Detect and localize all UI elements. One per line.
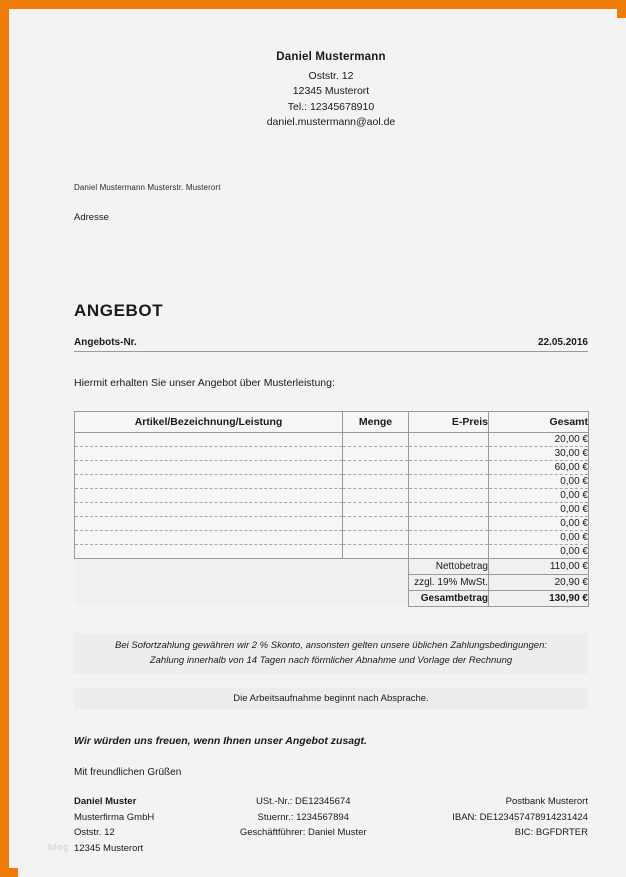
footer-vat-number: USt.-Nr.: DE12345674 — [255, 796, 351, 807]
footer-bic: BIC: BGFDRTER — [514, 827, 588, 838]
item-unit-price — [409, 530, 489, 544]
watermark: blog — [48, 842, 69, 852]
table-row — [75, 544, 589, 558]
table-header-row — [75, 411, 589, 432]
table-row — [75, 460, 589, 474]
item-unit-price — [409, 474, 489, 488]
column-header-total: Gesamt — [489, 411, 589, 432]
closing-statement: Wir würden uns freuen, wenn Ihnen unser Angebot zusagt. — [74, 734, 367, 747]
totals-row — [75, 590, 589, 606]
document-sheet — [18, 18, 626, 877]
item-unit-price — [409, 488, 489, 502]
item-quantity — [343, 474, 409, 488]
payment-terms-note — [74, 633, 588, 674]
column-header-quantity: Menge — [343, 411, 409, 432]
items-table — [74, 411, 589, 607]
item-total: 0,00 € — [489, 544, 589, 558]
document-body — [74, 18, 588, 877]
table-row — [75, 502, 589, 516]
column-header-description: Artikel/Bezeichnung/Leistung — [75, 411, 343, 432]
footer-bank-name: Postbank Musterort — [505, 796, 588, 807]
footer-iban: IBAN: DE123457478914231424 — [452, 811, 588, 823]
page-title: ANGEBOT — [74, 300, 164, 320]
item-unit-price — [409, 502, 489, 516]
sender-street: Oststr. 12 — [308, 69, 354, 82]
footer-company-city: 12345 Musterort — [74, 842, 144, 854]
item-total: 0,00 € — [489, 488, 589, 502]
item-unit-price — [409, 516, 489, 530]
sender-return-address: Daniel Mustermann Musterstr. Musterort — [74, 182, 221, 192]
document-footer — [74, 794, 588, 856]
totals-value: 110,00 € — [489, 558, 589, 574]
totals-row — [75, 574, 589, 590]
footer-tax-number: Stuernr.: 1234567894 — [257, 811, 349, 823]
sender-name: Daniel Mustermann — [276, 51, 386, 63]
item-total: 0,00 € — [489, 516, 589, 530]
table-row — [75, 446, 589, 460]
item-description — [75, 488, 343, 502]
table-row — [75, 488, 589, 502]
item-quantity — [343, 516, 409, 530]
item-total: 60,00 € — [489, 460, 589, 474]
document-number-label: Angebots-Nr. — [74, 336, 137, 348]
item-total: 0,00 € — [489, 474, 589, 488]
item-description — [75, 474, 343, 488]
footer-column-company — [74, 794, 154, 856]
table-row — [75, 474, 589, 488]
item-description — [75, 432, 343, 446]
items-table-head — [75, 411, 589, 432]
footer-company-name: Musterfirma GmbH — [74, 811, 155, 823]
footer-column-tax — [240, 794, 367, 856]
totals-value: 20,90 € — [489, 574, 589, 590]
item-quantity — [343, 544, 409, 558]
payment-terms-line-1: Bei Sofortzahlung gewähren wir 2 % Skonto, ansonsten gelten unsere üblichen Zahlungsbedingungen: — [114, 639, 548, 651]
footer-column-bank — [452, 794, 588, 856]
sender-city: 12345 Musterort — [292, 85, 370, 97]
item-quantity — [343, 460, 409, 474]
item-total: 30,00 € — [489, 446, 589, 460]
payment-terms-line-2: Zahlung innerhalb von 14 Tagen nach förmlicher Abnahme und Vorlage der Rechnung — [149, 654, 513, 666]
item-total: 20,00 € — [489, 432, 589, 446]
item-description — [75, 516, 343, 530]
totals-label: Nettobetrag — [409, 558, 489, 574]
item-unit-price — [409, 544, 489, 558]
item-description — [75, 446, 343, 460]
totals-spacer — [75, 558, 409, 574]
item-unit-price — [409, 460, 489, 474]
footer-company-street: Oststr. 12 — [74, 827, 115, 838]
item-quantity — [343, 446, 409, 460]
totals-spacer — [75, 590, 409, 606]
totals-value: 130,90 € — [489, 590, 589, 606]
totals-spacer — [75, 574, 409, 590]
table-row — [75, 530, 589, 544]
item-total: 0,00 € — [489, 530, 589, 544]
intro-text: Hiermit erhalten Sie unser Angebot über Musterleistung: — [74, 376, 335, 389]
footer-manager: Geschäftführer: Daniel Muster — [239, 827, 367, 838]
item-description — [75, 530, 343, 544]
item-quantity — [343, 502, 409, 516]
totals-label: Gesamtbetrag — [409, 590, 489, 606]
letterhead — [74, 18, 588, 131]
item-description — [75, 502, 343, 516]
table-row — [75, 432, 589, 446]
totals-row — [75, 558, 589, 574]
item-unit-price — [409, 432, 489, 446]
items-table-body — [75, 432, 589, 558]
document-date: 22.05.2016 — [537, 336, 588, 348]
item-quantity — [343, 530, 409, 544]
column-header-unit-price: E-Preis — [409, 411, 489, 432]
items-table-totals — [75, 558, 589, 606]
document-number-row — [74, 337, 588, 352]
closing-greeting: Mit freundlichen Grüßen — [74, 766, 182, 778]
item-quantity — [343, 432, 409, 446]
item-quantity — [343, 488, 409, 502]
footer-owner-name: Daniel Muster — [74, 796, 137, 807]
item-description — [75, 460, 343, 474]
item-total: 0,00 € — [489, 502, 589, 516]
work-start-note: Die Arbeitsaufnahme beginnt nach Absprache. — [74, 688, 588, 709]
item-unit-price — [409, 446, 489, 460]
table-row — [75, 516, 589, 530]
item-description — [75, 544, 343, 558]
sender-phone: Tel.: 12345678910 — [287, 100, 375, 113]
totals-label: zzgl. 19% MwSt. — [409, 574, 489, 590]
recipient-address: Adresse — [74, 211, 109, 223]
sender-email: daniel.mustermann@aol.de — [266, 116, 396, 128]
